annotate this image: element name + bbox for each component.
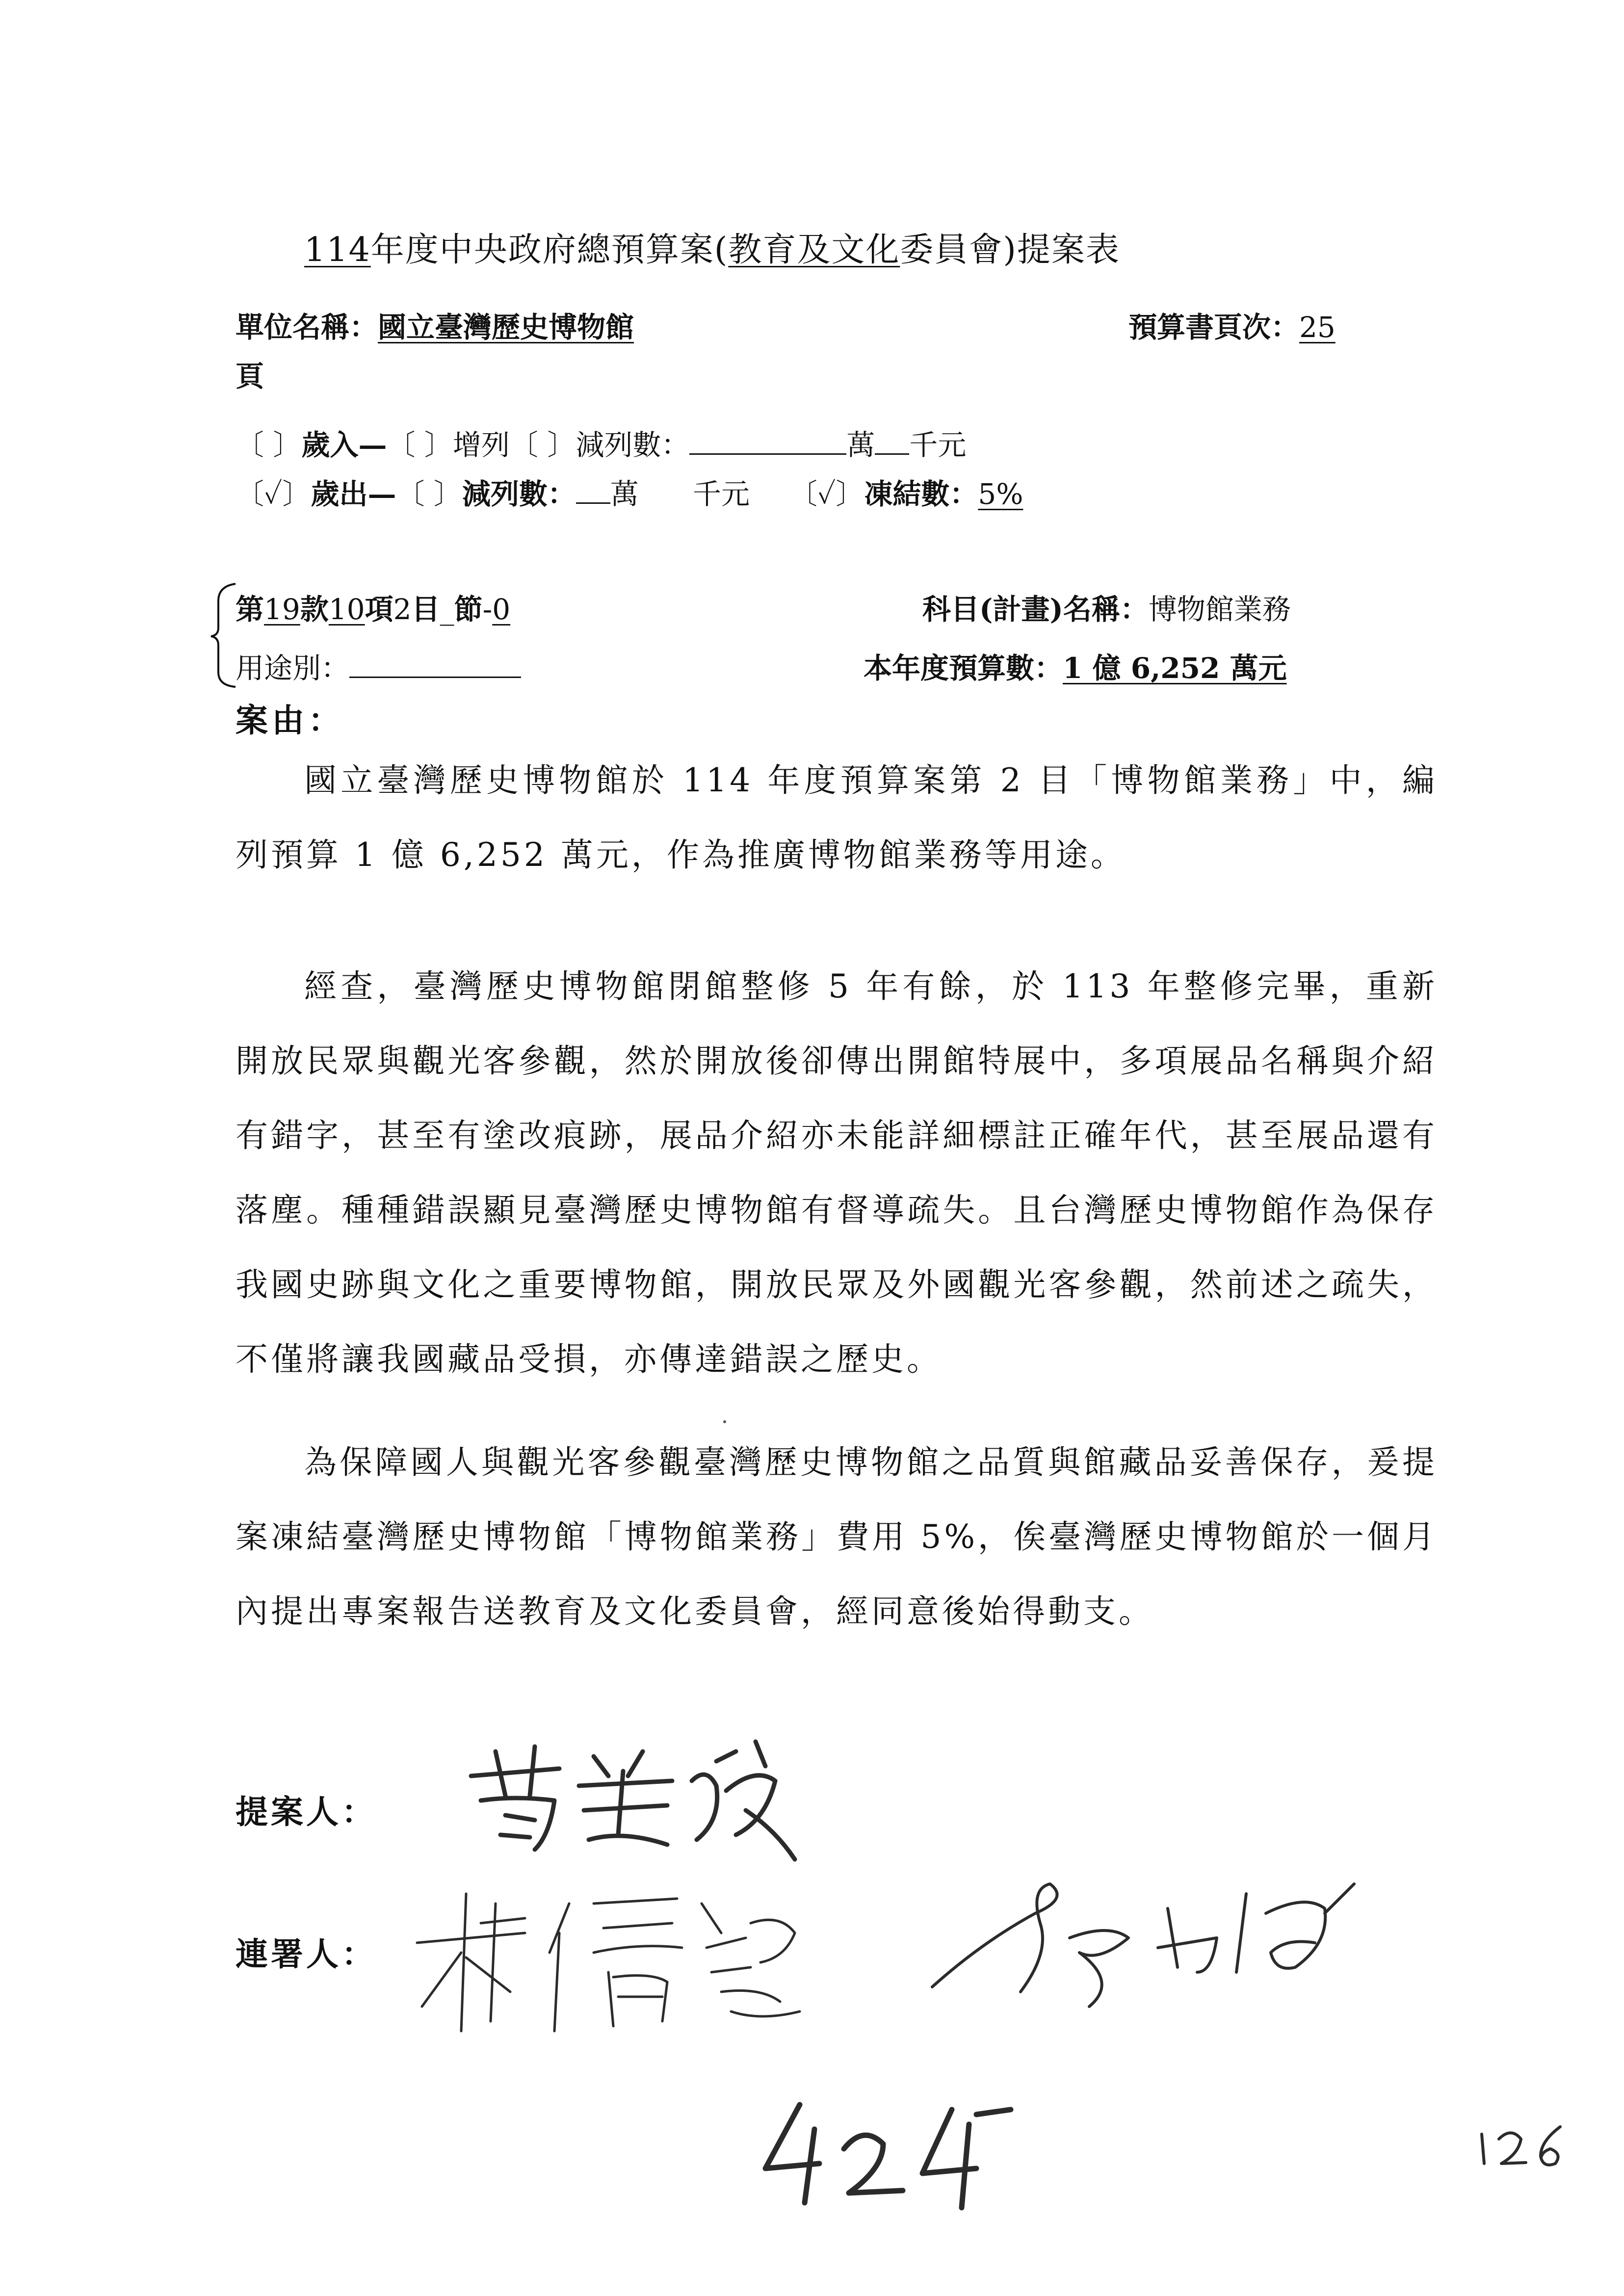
paragraph-3: 為保障國人與觀光客參觀臺灣歷史博物館之品質與館藏品妥善保存，爰提案凍結臺灣歷史博物館「博物館業務」費用 5%，俟臺灣歷史博物館於一個月內提出專案報告送教育及文化委員會，經同意後始得動支。 <box>236 1443 1438 1630</box>
unit-label: 單位名稱： <box>236 311 378 344</box>
freeze-label: 凍結數： <box>864 477 978 511</box>
jie-blank: _ <box>440 593 454 626</box>
freeze-check-icon: ✓ <box>817 477 836 511</box>
usage-line <box>236 645 521 686</box>
reason-label: 案由： <box>236 701 344 739</box>
subject-label: 科目(計畫)名稱： <box>922 593 1149 626</box>
expense-check-icon: ✓ <box>264 477 283 511</box>
kuan-label: 款 <box>300 593 329 626</box>
left-brace <box>209 581 238 689</box>
expense-line: 〔✓〕歲出—〔 〕減列數： 萬 千元 〔✓〕凍結數：5% <box>236 477 1023 511</box>
revenue-label: 歲入— <box>301 428 387 462</box>
budget-item-line <box>236 586 510 627</box>
kuan-number: 19 <box>264 593 300 626</box>
freeze-value: 5% <box>978 477 1023 511</box>
mu-label: 目 <box>411 593 440 626</box>
proposer-signature <box>461 1722 805 1869</box>
handwritten-corner-number <box>1472 2119 1580 2173</box>
amount-value: 1 億 6,252 萬元 <box>1063 652 1287 685</box>
wan-label: 萬 <box>846 428 875 462</box>
qian-blank <box>875 453 909 455</box>
cosigner-signature-1 <box>407 1874 810 2041</box>
revenue-amount-blank <box>689 453 846 455</box>
expense-wan-blank <box>576 502 610 504</box>
xiang-number: 10 <box>328 593 365 626</box>
amount-label: 本年度預算數： <box>864 652 1063 685</box>
handwritten-page-number <box>746 2095 1021 2218</box>
qianyuan-label: 千元 <box>909 428 967 462</box>
expense-label: 歲出— <box>311 477 396 511</box>
cosigner-signature-2 <box>922 1854 1364 2016</box>
xiang-label: 項 <box>365 593 393 626</box>
di-label: 第 <box>236 593 264 626</box>
page-unit: 頁 <box>236 360 264 393</box>
title-prefix: 年度中央政府總預算案( <box>370 231 729 269</box>
decrease-checkbox: 〔 〕 <box>509 428 576 462</box>
scan-speck <box>723 1420 726 1423</box>
increase-label: 增列 <box>452 428 510 462</box>
decrease-label: 減列數： <box>576 428 690 462</box>
proposer-label: 提案人： <box>236 1793 377 1831</box>
unit-name: 國立臺灣歷史博物館 <box>378 311 634 344</box>
jie-dash: - <box>482 593 493 626</box>
paragraph-2: 經查，臺灣歷史博物館閉館整修 5 年有餘，於 113 年整修完畢，重新開放民眾與觀光客參觀，然於開放後卻傳出開館特展中，多項展品名稱與介紹有錯字，甚至有塗改痕跡，展品介紹亦未能詳細標註正確年代，甚至展品還有落塵。種種錯誤顯見臺灣歷史博物館有督導疏失。且台灣歷史博物館作為保存我國史跡與文化之重要博物館，開放民眾及外國觀光客參觀，然前述之疏失，不僅將讓我國藏品受損，亦傳達錯誤之歷史。 <box>236 967 1438 1378</box>
title-year: 114 <box>304 231 371 269</box>
revenue-checkbox: 〔 〕 <box>236 428 302 462</box>
jie-number: 0 <box>492 593 511 626</box>
mu-number: 2 <box>393 593 412 626</box>
expense-bracket-close: 〕 <box>282 477 311 511</box>
page-ref <box>1128 304 1336 345</box>
subject-name: 博物館業務 <box>1148 593 1291 626</box>
title-committee: 教育及文化 <box>728 231 900 269</box>
increase-checkbox: 〔 〕 <box>387 428 453 462</box>
expense-qianyuan: 千元 <box>692 477 750 511</box>
amount-line <box>864 645 1287 686</box>
unit-line <box>236 304 634 345</box>
paragraph-1: 國立臺灣歷史博物館於 114 年度預算案第 2 目「博物館業務」中，編列預算 1 億 6,252 萬元，作為推廣博物館業務等用途。 <box>236 761 1438 874</box>
subject-line <box>922 586 1291 627</box>
expense-decrease-label: 減列數： <box>462 477 576 511</box>
form-title <box>304 223 1120 271</box>
title-suffix: 委員會)提案表 <box>900 231 1120 269</box>
page-value: 25 <box>1299 311 1336 344</box>
expense-decrease-checkbox: 〔 〕 <box>396 477 462 511</box>
usage-label: 用途別： <box>236 652 350 685</box>
jie-label: 節 <box>454 593 483 626</box>
usage-blank <box>349 677 521 678</box>
expense-wan: 萬 <box>610 477 639 511</box>
revenue-line <box>236 422 966 463</box>
expense-bracket-open: 〔 <box>236 477 264 511</box>
page-label: 預算書頁次： <box>1128 311 1300 344</box>
cosigner-label: 連署人： <box>236 1935 377 1973</box>
